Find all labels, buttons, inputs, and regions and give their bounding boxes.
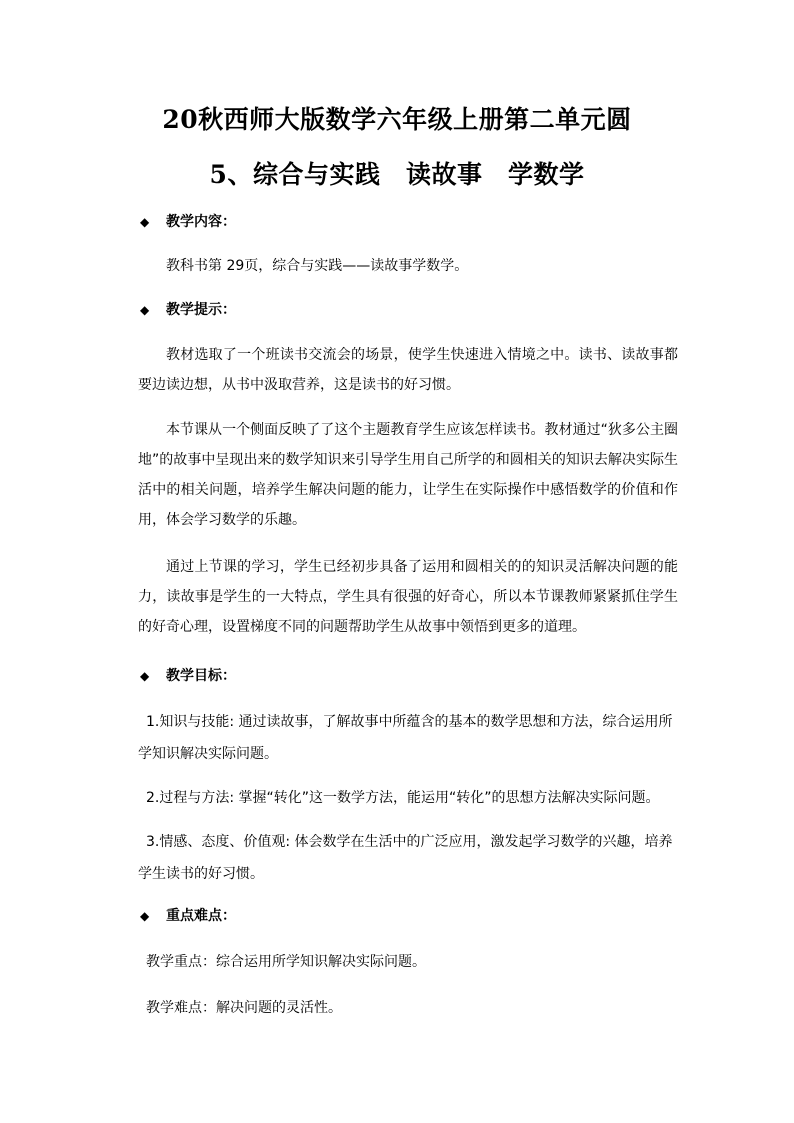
goal-item-1: 1.知识与技能: 通过读故事，了解故事中所蕴含的基本的数学思想和方法，综合运用所学知识解决实际问题。	[138, 714, 673, 762]
diamond-bullet-icon: ◆	[140, 669, 150, 683]
document-title: 20秋西师大版数学六年级上册第二单元圆	[162, 105, 632, 134]
section-heading-key-points	[140, 904, 236, 928]
content-text: 教科书第 29页，综合与实践——读故事学数学。	[166, 258, 469, 274]
hints-paragraph-1: 教材选取了一个班读书交流会的场景，使学生快速进入情境之中。读书、读故事都要边读边想，从书中汲取营养，这是读书的好习惯。	[138, 347, 678, 393]
section-heading-text: 教学提示：	[166, 302, 236, 318]
diamond-bullet-icon: ◆	[140, 215, 150, 229]
document-subtitle: 5、综合与实践 读故事 学数学	[209, 160, 585, 189]
key-difficulty-text: 教学难点：解决问题的灵活性。	[146, 1000, 342, 1016]
diamond-bullet-icon: ◆	[140, 909, 150, 923]
section-heading-text: 重点难点：	[166, 908, 236, 924]
section-heading-content	[140, 210, 236, 234]
section-heading-hints	[140, 298, 236, 322]
hints-paragraph-3: 通过上节课的学习，学生已经初步具备了运用和圆相关的的知识灵活解决问题的能力，读故事是学生的一大特点，学生具有很强的好奇心，所以本节课教师紧紧抓住学生的好奇心理，设置梯度不同的问题帮助学生从故事中领悟到更多的道理。	[138, 559, 678, 635]
hints-paragraph-2: 本节课从一个侧面反映了了这个主题教育学生应该怎样读书。教材通过“狄多公主圈地”的故事中呈现出来的数学知识来引导学生用自己所学的和圆相关的知识去解决实际生活中的相关问题，培养学生解决问题的能力，让学生在实际操作中感悟数学的价值和作用，体会学习数学的乐趣。	[138, 422, 678, 528]
key-focus-text: 教学重点：综合运用所学知识解决实际问题。	[146, 954, 426, 970]
goal-item-2: 2.过程与方法: 掌握“转化”这一数学方法，能运用“转化”的思想方法解决实际问题。	[146, 790, 660, 806]
diamond-bullet-icon: ◆	[140, 303, 150, 317]
section-heading-text: 教学目标：	[166, 668, 236, 684]
goal-item-3: 3.情感、态度、价值观: 体会数学在生活中的广泛应用，激发起学习数学的兴趣，培养学生读书的好习惯。	[138, 834, 673, 882]
section-heading-goals	[140, 664, 236, 688]
section-heading-text: 教学内容：	[166, 214, 236, 230]
